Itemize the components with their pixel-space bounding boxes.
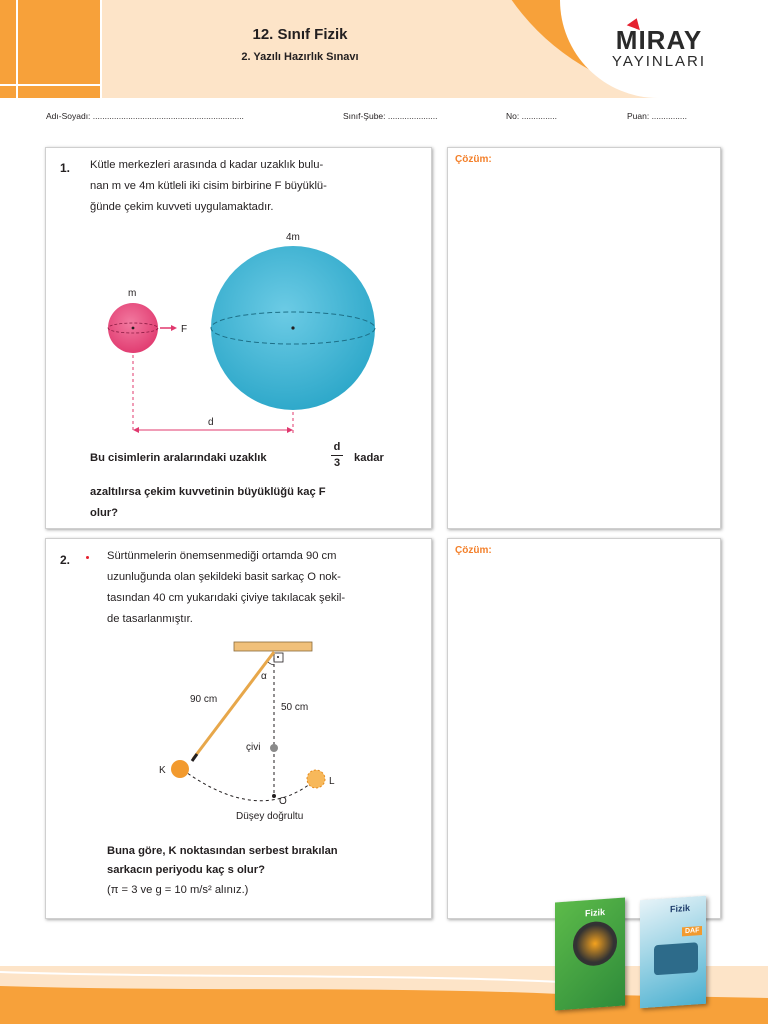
- question-1-prompt: Bu cisimlerin aralarındaki uzaklık: [90, 452, 267, 464]
- nail-label: çivi: [246, 742, 261, 753]
- bob-l: [307, 770, 325, 788]
- question-1-prompt-line3: olur?: [90, 507, 118, 519]
- red-dot: [86, 556, 89, 559]
- logo-main-text: MIRAY: [615, 25, 703, 55]
- page-title: 12. Sınıf Fizik: [252, 26, 348, 43]
- question-number: 2.: [60, 553, 71, 567]
- pendulum-figure: [150, 638, 350, 828]
- book-title: Fizik: [670, 902, 691, 915]
- book-title: Fizik: [585, 906, 606, 919]
- book-cover-fizik: [555, 898, 625, 1011]
- solution-2-box[interactable]: [447, 538, 721, 919]
- fraction-denominator: 3: [333, 457, 341, 469]
- question-2-given: (π = 3 ve g = 10 m/s² alınız.): [107, 884, 249, 896]
- gravity-figure: [90, 225, 390, 435]
- book-badge: DAF: [682, 926, 702, 936]
- height-label: 50 cm: [281, 702, 309, 713]
- swing-path: [183, 770, 315, 801]
- name-field: Adı-Soyadı: ................................................................: [46, 111, 244, 121]
- right-angle-dot: [277, 656, 279, 658]
- text-line: Sürtünmelerin önemsenmediği ortamda 90 cm: [107, 550, 337, 562]
- question-number: 1.: [60, 161, 71, 175]
- solution-label: Çözüm:: [455, 545, 492, 556]
- distance-arrow-icon: [133, 427, 139, 433]
- question-1-prompt-end: kadar: [354, 452, 384, 464]
- book-cover-fizik-daf: [640, 896, 706, 1009]
- solution-label: Çözüm:: [455, 154, 492, 165]
- small-mass-label: m: [128, 288, 137, 299]
- o-label: O: [279, 796, 287, 807]
- distance-label: d: [208, 417, 214, 428]
- distance-arrow-icon: [287, 427, 293, 433]
- angle-arc: [268, 662, 274, 665]
- force-label: F: [181, 324, 188, 335]
- text-line: de tasarlanmıştır.: [107, 613, 193, 625]
- vertical-label: Düşey doğrultu: [236, 811, 304, 822]
- fraction: [331, 441, 343, 470]
- publisher-logo: [604, 26, 714, 70]
- nail: [270, 744, 278, 752]
- small-sphere-center: [132, 327, 135, 330]
- question-2-prompt-line1: Buna göre, K noktasından serbest bırakılan: [107, 845, 338, 857]
- fraction-numerator: d: [333, 441, 341, 453]
- score-field: Puan: ...............: [627, 111, 687, 121]
- book-illustration: [573, 920, 617, 967]
- pendulum-clamp: [192, 754, 197, 761]
- text-line: Kütle merkezleri arasında d kadar uzaklık bulu-: [90, 159, 324, 171]
- pendulum-string: [193, 652, 274, 759]
- text-line: tasından 40 cm yukarıdaki çiviye takılacak şekil-: [107, 592, 346, 604]
- k-label: K: [159, 765, 166, 776]
- bob-k: [171, 760, 189, 778]
- fraction-bar: [331, 455, 343, 456]
- solution-1-box[interactable]: [447, 147, 721, 529]
- text-line: nan m ve 4m kütleli iki cisim birbirine F büyüklü-: [90, 180, 327, 192]
- book-illustration: [654, 942, 698, 975]
- page-subtitle: 2. Yazılı Hazırlık Sınavı: [241, 51, 359, 63]
- ceiling: [234, 642, 312, 651]
- logo-sub-text: YAYINLARI: [611, 53, 707, 70]
- big-sphere-center: [291, 326, 294, 329]
- l-label: L: [329, 776, 335, 787]
- alpha-label: α: [261, 671, 267, 682]
- header-divider: [100, 0, 102, 98]
- big-mass-label: 4m: [286, 232, 300, 243]
- point-o: [272, 794, 276, 798]
- text-line: uzunluğunda olan şekildeki basit sarkaç O nok-: [107, 571, 341, 583]
- question-2-text: [107, 546, 345, 630]
- text-line: ğünde çekim kuvveti uygulamaktadır.: [90, 201, 274, 213]
- question-2-prompt-line2: sarkacın periyodu kaç s olur?: [107, 864, 265, 876]
- question-1-text: [90, 155, 327, 218]
- number-field: No: ...............: [506, 111, 558, 121]
- length-label: 90 cm: [190, 694, 218, 705]
- question-1-prompt-line2: azaltılırsa çekim kuvvetinin büyüklüğü kaç F: [90, 486, 326, 498]
- class-field: Sınıf-Şube: .....................: [343, 111, 438, 121]
- header-line: [0, 84, 100, 86]
- force-arrowhead-icon: [171, 325, 177, 331]
